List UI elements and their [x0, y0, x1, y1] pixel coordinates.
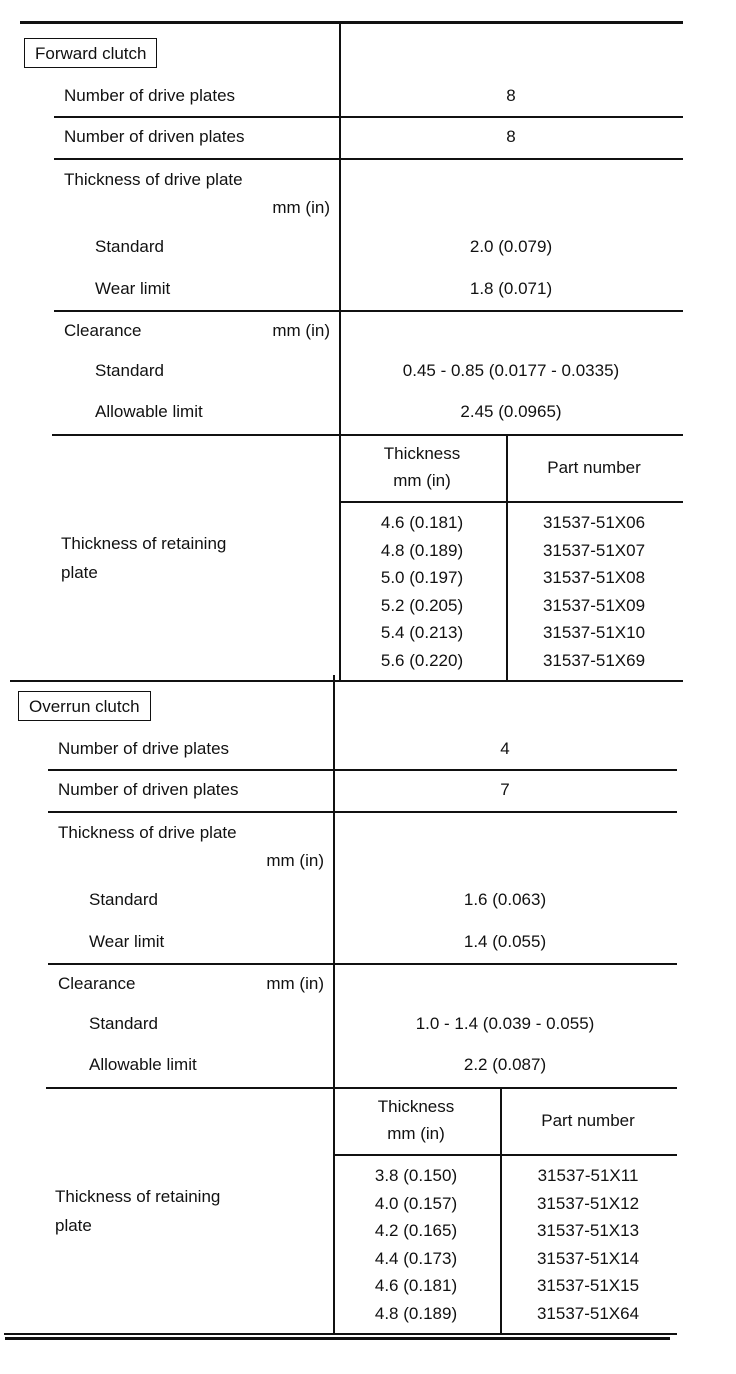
standard-label: Standard: [89, 890, 158, 909]
column-divider: [333, 675, 335, 1334]
row-thickness: 5.6 (0.220): [380, 651, 464, 670]
table-header-divider: [334, 1154, 677, 1156]
clearance-standard-value: 1.0 - 1.4 (0.039 - 0.055): [415, 1014, 595, 1033]
row-part-number: 31537-51X64: [536, 1304, 640, 1323]
drive-plate-thickness-label: Thickness of drive plate: [64, 170, 243, 189]
row-part-number: 31537-51X11: [537, 1166, 639, 1185]
divider: [48, 769, 677, 771]
col-thickness-unit: mm (in): [387, 1124, 445, 1143]
column-divider: [339, 22, 341, 681]
row-thickness: 4.8 (0.189): [380, 540, 464, 560]
wear-limit-label: Wear limit: [95, 279, 171, 298]
divider: [48, 963, 677, 965]
unit-label: mm (in): [266, 851, 324, 870]
unit-label: mm (in): [266, 974, 324, 993]
col-thickness-header: Thickness: [383, 444, 461, 463]
col-part-header: Part number: [541, 1111, 635, 1130]
driven-plates-label: Number of driven plates: [64, 127, 245, 146]
driven-plates-label: Number of driven plates: [58, 780, 239, 799]
wear-limit-label: Wear limit: [89, 932, 165, 951]
thickness-standard-value: 2.0 (0.079): [469, 237, 553, 256]
row-thickness: 5.2 (0.205): [380, 595, 464, 615]
section-title: Overrun clutch: [18, 691, 151, 721]
unit-label: mm (in): [272, 321, 330, 340]
clearance-standard-value: 0.45 - 0.85 (0.0177 - 0.0335): [402, 361, 620, 380]
row-part-number: 31537-51X06: [542, 513, 646, 532]
divider: [48, 811, 677, 813]
allowable-limit-label: Allowable limit: [89, 1055, 197, 1074]
standard-label: Standard: [95, 361, 164, 380]
driven-plates-value: 8: [506, 127, 516, 146]
row-part-number: 31537-51X10: [542, 623, 646, 643]
drive-plates-label: Number of drive plates: [64, 86, 236, 105]
row-thickness: 5.0 (0.197): [380, 568, 464, 588]
drive-plates-label: Number of drive plates: [58, 739, 230, 758]
row-part-number: 31537-51X14: [536, 1248, 640, 1268]
driven-plates-value: 7: [500, 780, 510, 799]
wear-limit-value: 1.4 (0.055): [463, 932, 547, 951]
row-thickness: 4.6 (0.181): [380, 513, 464, 532]
table-header-divider: [340, 501, 683, 503]
col-thickness-header: Thickness: [377, 1097, 455, 1116]
clearance-label: Clearance: [64, 321, 142, 340]
table-column-divider: [500, 1087, 502, 1334]
allowable-limit-value: 2.45 (0.0965): [460, 402, 562, 421]
row-part-number: 31537-51X07: [542, 540, 646, 560]
row-thickness: 3.8 (0.150): [374, 1166, 458, 1185]
divider: [52, 434, 683, 436]
row-thickness: 4.2 (0.165): [374, 1221, 458, 1241]
retaining-plate-label-cont: plate: [55, 1216, 92, 1235]
col-part-header: Part number: [547, 458, 641, 477]
row-part-number: 31537-51X15: [536, 1276, 640, 1296]
row-thickness: 4.4 (0.173): [374, 1248, 458, 1268]
retaining-plate-label-cont: plate: [61, 563, 98, 582]
overrun-clutch-section: [0, 653, 730, 1323]
divider: [54, 310, 683, 312]
standard-label: Standard: [89, 1014, 158, 1033]
drive-plate-thickness-label: Thickness of drive plate: [58, 823, 237, 842]
drive-plates-value: 4: [500, 739, 510, 758]
row-part-number: 31537-51X69: [542, 651, 646, 670]
col-thickness-unit: mm (in): [393, 471, 451, 490]
bottom-rule: [5, 1337, 670, 1340]
divider: [54, 116, 683, 118]
row-thickness: 4.8 (0.189): [374, 1304, 458, 1323]
thickness-standard-value: 1.6 (0.063): [463, 890, 547, 909]
forward-clutch-section: [0, 0, 736, 670]
retaining-plate-label: Thickness of retaining: [61, 534, 227, 553]
drive-plates-value: 8: [506, 86, 516, 105]
retaining-plate-label: Thickness of retaining: [55, 1187, 221, 1206]
allowable-limit-value: 2.2 (0.087): [463, 1055, 547, 1074]
row-thickness: 5.4 (0.213): [380, 623, 464, 643]
allowable-limit-label: Allowable limit: [95, 402, 203, 421]
row-part-number: 31537-51X13: [536, 1221, 640, 1241]
unit-label: mm (in): [272, 198, 330, 217]
row-part-number: 31537-51X09: [542, 595, 646, 615]
standard-label: Standard: [95, 237, 164, 256]
section-title: Forward clutch: [24, 38, 157, 68]
table-column-divider: [506, 434, 508, 681]
divider: [46, 1087, 677, 1089]
row-thickness: 4.0 (0.157): [374, 1193, 458, 1213]
divider: [54, 158, 683, 160]
section-end-rule: [4, 1333, 677, 1335]
row-part-number: 31537-51X08: [542, 568, 646, 588]
clearance-label: Clearance: [58, 974, 136, 993]
row-thickness: 4.6 (0.181): [374, 1276, 458, 1296]
row-part-number: 31537-51X12: [536, 1193, 640, 1213]
wear-limit-value: 1.8 (0.071): [469, 279, 553, 298]
